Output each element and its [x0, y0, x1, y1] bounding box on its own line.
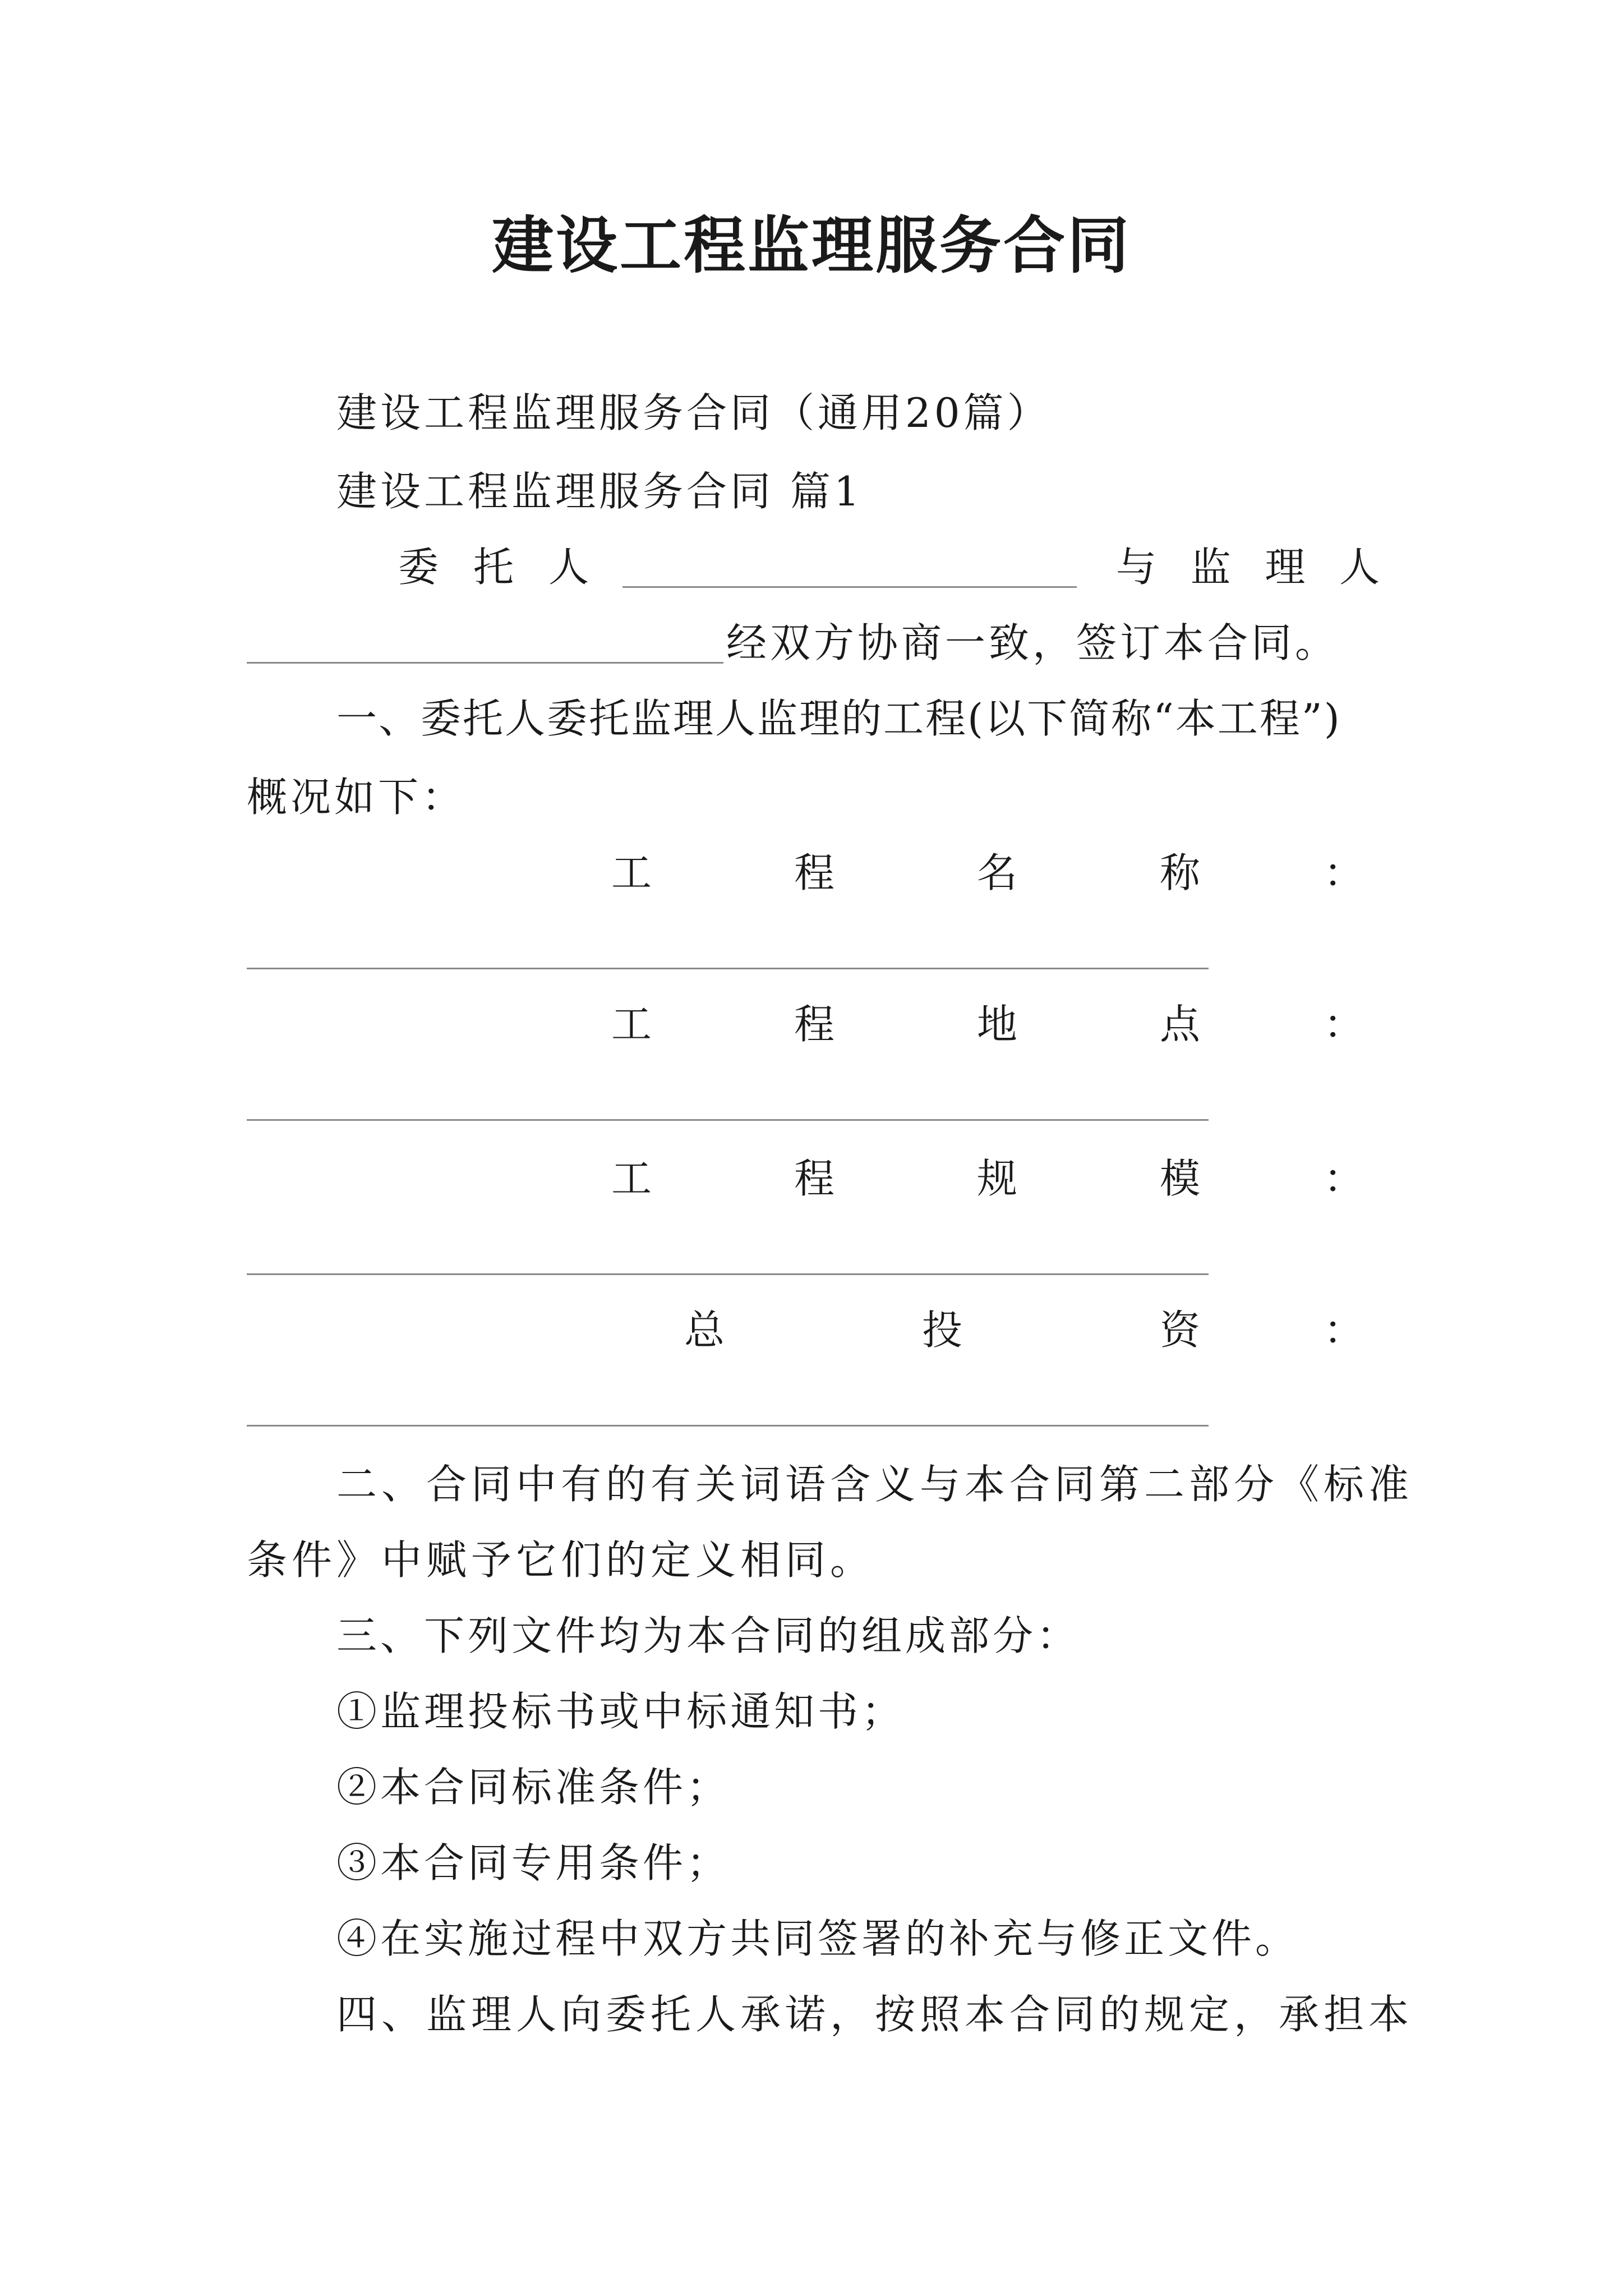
supervisor-label-char: 监: [1190, 544, 1231, 591]
client-label-char: 托: [473, 544, 514, 591]
project-name-colon: ：: [1324, 849, 1364, 896]
project-location-char: 点: [1159, 1001, 1200, 1048]
project-location-label: [611, 1001, 1200, 1048]
project-location-char: 程: [794, 1001, 834, 1048]
clause-2-line-2: 条件》中赋予它们的定义相同。: [247, 1536, 875, 1584]
project-location-colon: ：: [1324, 1001, 1364, 1048]
total-investment-blank[interactable]: [247, 1425, 1209, 1427]
clause-3-item: ①监理投标书或中标通知书；: [336, 1688, 906, 1735]
project-name-label: [611, 849, 1200, 896]
project-scale-char: 程: [794, 1155, 834, 1202]
clause-1-line-2: 概况如下：: [247, 774, 466, 821]
supervisor-label-char: 理: [1265, 544, 1306, 591]
clause-1-line-1: 一、委托人委托监理人监理的工程(以下简称“本工程”): [336, 695, 1341, 742]
project-scale-blank[interactable]: [247, 1273, 1209, 1275]
project-location-char: 工: [611, 1001, 652, 1048]
clause-3-item: ④在实施过程中双方共同签署的补充与修正文件。: [336, 1915, 1299, 1962]
client-label-char: 人: [548, 544, 589, 591]
client-label-char: 委: [398, 544, 439, 591]
document-title: 建设工程监理服务合同: [492, 209, 1131, 282]
client-label: [398, 544, 589, 591]
clause-3-item: ②本合同标准条件；: [336, 1764, 731, 1811]
project-location-char: 地: [976, 1001, 1017, 1048]
project-name-blank[interactable]: [247, 968, 1209, 969]
project-scale-char: 模: [1159, 1155, 1200, 1202]
clause-2-line-1: 二、合同中有的有关词语含义与本合同第二部分《标准: [336, 1461, 1414, 1508]
clause-3-heading: 三、下列文件均为本合同的组成部分：: [336, 1612, 1081, 1659]
supervisor-label-char: 与: [1116, 544, 1157, 591]
project-scale-label: [611, 1155, 1200, 1202]
document-subtitle: 建设工程监理服务合同（通用20篇）: [336, 389, 1051, 436]
project-location-blank[interactable]: [247, 1119, 1209, 1121]
project-name-char: 称: [1159, 849, 1200, 896]
total-investment-char: 资: [1159, 1306, 1200, 1354]
project-name-char: 名: [976, 849, 1017, 896]
total-investment-char: 投: [921, 1306, 962, 1354]
project-scale-colon: ：: [1324, 1155, 1364, 1202]
clause-3-item: ③本合同专用条件；: [336, 1839, 731, 1887]
total-investment-colon: ：: [1324, 1306, 1364, 1354]
project-scale-char: 规: [976, 1155, 1017, 1202]
project-scale-char: 工: [611, 1155, 652, 1202]
agreement-text: 经双方协商一致，签订本合同。: [726, 619, 1339, 666]
project-name-char: 程: [794, 849, 834, 896]
supervisor-label: [1116, 544, 1380, 591]
total-investment-label: [684, 1306, 1200, 1354]
section-heading: 建设工程监理服务合同 篇1: [336, 468, 863, 515]
supervisor-name-blank[interactable]: [247, 662, 723, 664]
project-name-char: 工: [611, 849, 652, 896]
clause-4-line-1: 四、监理人向委托人承诺，按照本合同的规定，承担本: [336, 1991, 1414, 2038]
client-name-blank[interactable]: [623, 586, 1077, 588]
supervisor-label-char: 人: [1339, 544, 1380, 591]
total-investment-char: 总: [684, 1306, 725, 1354]
